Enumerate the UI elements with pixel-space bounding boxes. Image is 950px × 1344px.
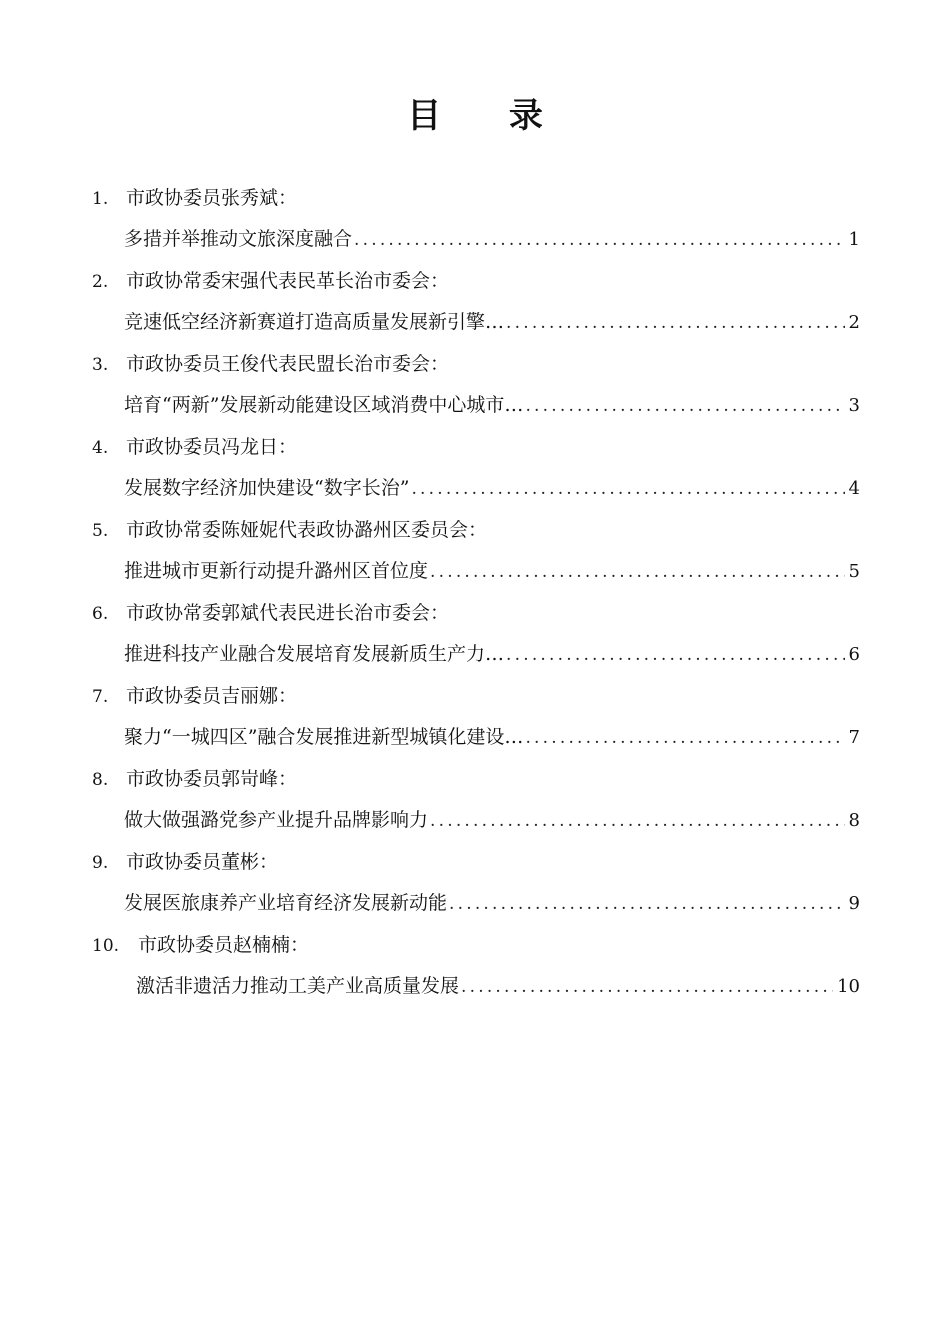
toc-entry-heading — [92, 178, 870, 218]
toc-entry-topic: 发展数字经济加快建设“数字长治” — [124, 477, 410, 499]
dot-leader — [461, 967, 833, 1007]
toc-entry-heading — [92, 759, 870, 799]
toc-entry-heading — [92, 427, 870, 467]
page-title: 目 录 — [407, 96, 571, 136]
toc-entry-number: 9. — [92, 853, 109, 873]
toc-entry[interactable] — [0, 842, 950, 925]
toc-entry-author: 市政协委员赵楠楠： — [138, 934, 310, 956]
toc-entry-topic: 竞速低空经济新赛道打造高质量发展新引擎… — [124, 311, 505, 333]
toc-entry-topic-line[interactable] — [124, 385, 860, 425]
dot-leader — [354, 220, 845, 260]
toc-entry-heading — [92, 593, 870, 633]
toc-entry-heading — [92, 842, 870, 882]
toc-entry-page-number: 3 — [848, 395, 860, 416]
toc-entry-author: 市政协委员王俊代表民盟长治市委会： — [126, 353, 450, 375]
toc-entry-page-number: 6 — [848, 644, 860, 665]
toc-entry-number: 3. — [92, 355, 109, 375]
toc-entry[interactable] — [0, 759, 950, 842]
toc-entry-author: 市政协常委陈娅妮代表政协潞州区委员会： — [126, 519, 488, 541]
dot-leader — [430, 801, 845, 841]
toc-entry-heading — [92, 510, 870, 550]
toc-entry[interactable] — [0, 427, 950, 510]
toc-entry-topic: 推进城市更新行动提升潞州区首位度 — [124, 560, 429, 582]
toc-entry-author: 市政协常委郭斌代表民进长治市委会： — [126, 602, 450, 624]
toc-entry[interactable] — [0, 593, 950, 676]
toc-entry[interactable] — [0, 261, 950, 344]
dot-leader — [525, 386, 844, 426]
toc-entry-topic-line[interactable] — [124, 302, 860, 342]
toc-entry-author: 市政协委员董彬： — [126, 851, 279, 873]
toc-entry-topic: 多措并举推动文旅深度融合 — [124, 228, 353, 250]
toc-entry-topic-line[interactable] — [124, 717, 860, 757]
toc-entry-number: 5. — [92, 521, 109, 541]
toc-entry[interactable] — [0, 925, 950, 1008]
toc-entry-page-number: 8 — [848, 810, 860, 831]
toc-entry-author: 市政协常委宋强代表民革长治市委会： — [126, 270, 450, 292]
dot-leader — [411, 469, 844, 509]
toc-entry-heading — [92, 676, 870, 716]
toc-entry-heading — [92, 344, 870, 384]
toc-entry-heading — [92, 261, 870, 301]
toc-entry-page-number: 1 — [848, 229, 860, 250]
toc-entry-page-number: 7 — [848, 727, 860, 748]
toc-entry-topic: 做大做强潞党参产业提升品牌影响力 — [124, 809, 429, 831]
toc-entry-topic-line[interactable] — [124, 800, 860, 840]
toc-entry-number: 2. — [92, 272, 109, 292]
toc-entry-number: 4. — [92, 438, 109, 458]
toc-entry-topic: 推进科技产业融合发展培育发展新质生产力… — [124, 643, 505, 665]
toc-entry-topic-line[interactable] — [124, 219, 860, 259]
toc-entry-topic-line[interactable] — [124, 883, 860, 923]
toc-entry-number: 1. — [92, 189, 109, 209]
toc-entry-number: 8. — [92, 770, 109, 790]
toc-entry-topic: 激活非遗活力推动工美产业高质量发展 — [136, 975, 460, 997]
toc-entry[interactable] — [0, 510, 950, 593]
toc-entry-topic-line[interactable] — [124, 551, 860, 591]
toc-entry-topic: 培育“两新”发展新动能建设区域消费中心城市… — [124, 394, 524, 416]
toc-entry-number: 7. — [92, 687, 109, 707]
toc-entry-topic-line[interactable] — [124, 634, 860, 674]
toc-entry[interactable] — [0, 344, 950, 427]
toc-entry-page-number: 9 — [848, 893, 860, 914]
toc-entry-topic-line[interactable] — [136, 966, 860, 1006]
toc-entry-author: 市政协委员吉丽娜： — [126, 685, 298, 707]
dot-leader — [525, 718, 844, 758]
toc-entry[interactable] — [0, 676, 950, 759]
toc-entry-number: 10. — [92, 936, 120, 956]
toc-entry-topic: 发展医旅康养产业培育经济发展新动能 — [124, 892, 448, 914]
toc-entry-page-number: 2 — [848, 312, 860, 333]
dot-leader — [506, 635, 845, 675]
dot-leader — [430, 552, 845, 592]
toc-entry-heading — [92, 925, 870, 965]
toc-entry-author: 市政协委员冯龙日： — [126, 436, 298, 458]
toc-entry-number: 6. — [92, 604, 109, 624]
dot-leader — [449, 884, 845, 924]
toc-entry-page-number: 5 — [848, 561, 860, 582]
toc-entry[interactable] — [0, 178, 950, 261]
toc-entry-author: 市政协委员张秀斌： — [126, 187, 298, 209]
dot-leader — [506, 303, 845, 343]
table-of-contents — [0, 178, 950, 1008]
toc-entry-page-number: 4 — [848, 478, 860, 499]
toc-entry-author: 市政协委员郭岢峰： — [126, 768, 298, 790]
toc-entry-topic: 聚力“一城四区”融合发展推进新型城镇化建设… — [124, 726, 524, 748]
toc-entry-topic-line[interactable] — [124, 468, 860, 508]
toc-entry-page-number: 10 — [837, 976, 860, 997]
